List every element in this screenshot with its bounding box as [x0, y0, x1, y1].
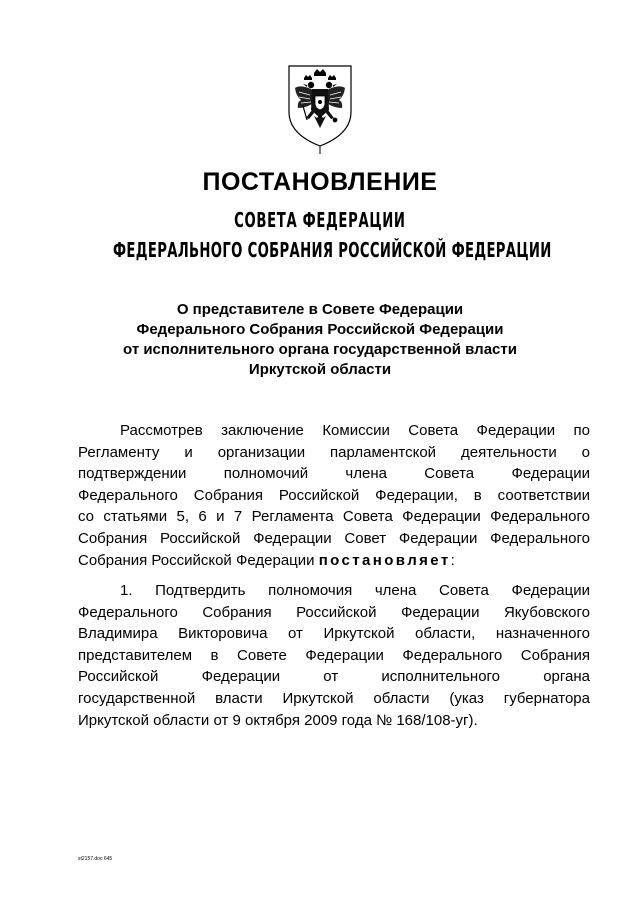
subject-line: от исполнительного органа государственной власти	[123, 341, 517, 358]
coat-of-arms-icon	[283, 62, 357, 154]
paragraph-line: со статьями 5, 6 и 7 Регламента Совета Федерации Федерального	[78, 508, 590, 526]
paragraph-line: Рассмотрев заключение Комиссии Совета Федерации по	[120, 422, 590, 439]
paragraph-line: Российской Федерации от исполнительного органа	[78, 668, 590, 686]
subject-heading	[0, 300, 640, 380]
paragraph-line: государственной власти Иркутской области (указ губернатора	[78, 689, 590, 707]
colon: :	[450, 551, 455, 569]
paragraph-line: Собрания Российской Федерации Совет Федерации Федерального	[78, 529, 590, 547]
paragraph-line: представителем в Совете Федерации Федерального Собрания	[78, 646, 590, 664]
issuing-body-line2-text: ФЕДЕРАЛЬНОГО СОБРАНИЯ РОССИЙСКОЙ ФЕДЕРАЦИИ	[112, 238, 552, 262]
paragraph-line: Собрания Российской Федерации	[78, 551, 315, 569]
paragraph-line: Федерального Собрания Российской Федерации Якубовского	[78, 603, 590, 621]
subject-line: Иркутской области	[248, 361, 392, 378]
issuing-body-line2	[0, 238, 640, 262]
resolution-item-1	[78, 580, 590, 731]
subject-line: Федерального Собрания Российской Федерации	[136, 321, 504, 338]
issuing-body-line1-text: СОВЕТА ФЕДЕРАЦИИ	[234, 208, 406, 232]
resolves-keyword: постановляет	[318, 551, 451, 569]
paragraph-line: Федерального Собрания Российской Федерации, в соответствии	[78, 486, 590, 504]
paragraph-last-line	[78, 550, 590, 572]
paragraph-line: Владимира Викторовича от Иркутской области, назначенного	[78, 625, 590, 643]
paragraph-line: подтверждении полномочий члена Совета Федерации	[78, 465, 590, 483]
paragraph-line: Иркутской области от 9 октября 2009 года № 168/108-уг).	[78, 711, 478, 729]
document-code: st2157.doc 645	[78, 856, 113, 862]
paragraph-line: 1. Подтвердить полномочия члена Совета Федерации	[120, 582, 590, 599]
preamble-paragraph	[78, 420, 590, 571]
document-title: ПОСТАНОВЛЕНИЕ	[202, 168, 438, 196]
paragraph-line: Регламенту и организации парламентской деятельности о	[78, 443, 590, 461]
issuing-body-line1	[0, 208, 640, 232]
subject-line: О представителе в Совете Федерации	[176, 301, 464, 318]
